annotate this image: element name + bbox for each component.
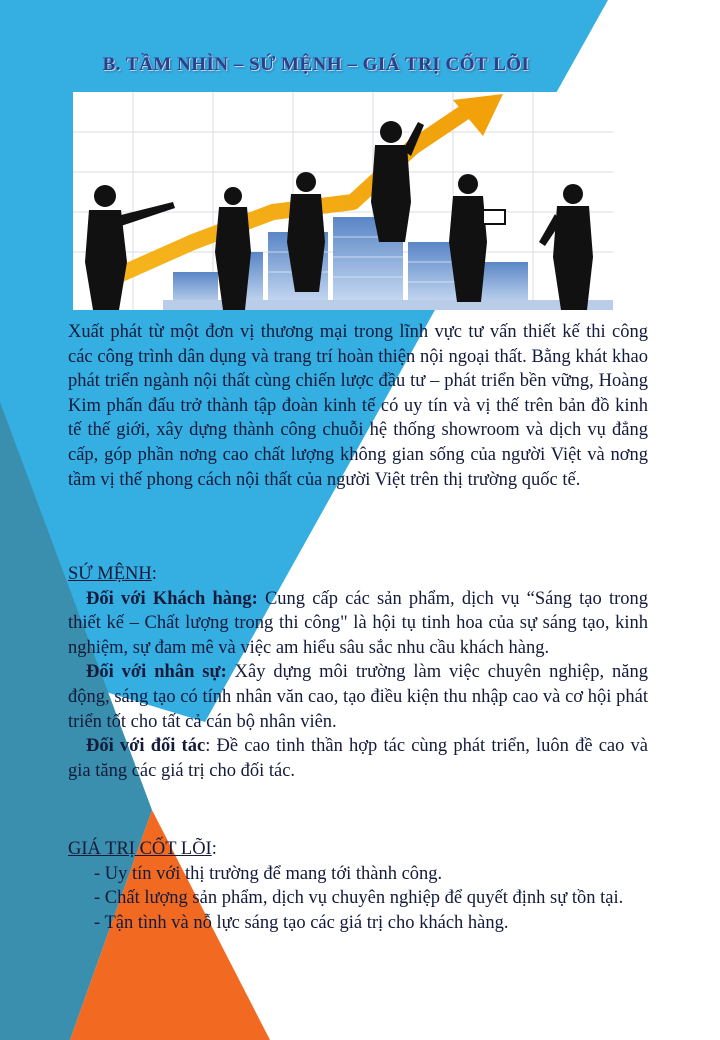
values-heading-line	[68, 837, 648, 862]
mission-item-label: Đối với nhân sự:	[86, 662, 227, 683]
mission-item-label: Đối với Khách hàng:	[86, 588, 258, 609]
mission-heading: SỨ MỆNH	[68, 564, 152, 584]
value-item: - Tận tình và nỗ lực sáng tạo các giá trị cho khách hàng.	[94, 912, 509, 933]
mission-item-customers	[68, 587, 648, 661]
value-item: - Uy tín với thị trường để mang tới thành công.	[94, 863, 443, 884]
core-values-section	[68, 837, 648, 935]
value-item: - Chất lượng sản phẩm, dịch vụ chuyên nghiệp để quyết định sự tồn tại.	[94, 888, 624, 909]
mission-heading-colon: :	[151, 564, 157, 584]
mission-item-partners	[68, 734, 648, 783]
mission-item-label: Đối với đối tác	[86, 736, 206, 757]
mission-item-text: : Đề cao tinh thần hợp tác cùng phát triển, luôn đề cao và gia tăng các giá trị cho đối tác.	[68, 736, 649, 781]
values-heading-colon: :	[211, 839, 217, 859]
mission-item-staff	[68, 660, 648, 734]
values-heading: GIÁ TRỊ CỐT LÕI	[68, 839, 212, 859]
mission-item-text: Xây dựng môi trường làm việc chuyên nghiệp, năng động, sáng tạo có tính nhân văn cao, tạo điều kiện thu nhập cao và cơ hội phát triển tốt cho tất cả cán bộ nhân viên.	[68, 662, 648, 732]
mission-section	[68, 562, 648, 783]
mission-heading-line	[68, 562, 648, 587]
hero-image	[73, 92, 613, 310]
intro-paragraph: Xuất phát từ một đơn vị thương mại trong lĩnh vực tư vấn thiết kế thi công các công trình dân dụng và trang trí hoàn thiện nội ngoại thất. Bằng khát khao phát triển ngành nội thất cùng chiến lược đầu tư – phát triển bền vững, Hoàng Kim phấn đấu trở thành tập đoàn kinh tế có uy tín và vị thế trên bản đồ kinh tế thế giới, xây dựng thành công chuỗi hệ thống showroom và dịch vụ đẳng cấp, góp phần nơng cao chất lượng không gian sống của người Việt và nơng tầm vị thế phong cách nội thất của người Việt trên thị trường quốc tế.	[68, 322, 648, 490]
mission-item-text: Cung cấp các sản phẩm, dịch vụ “Sáng tạo trong thiết kế – Chất lượng trong thi công" là hội tụ tinh hoa của sự sáng tạo, kinh nghiệm, sự đam mê và việc am hiểu sâu sắc nhu cầu khách hàng.	[68, 588, 648, 658]
business-growth-illustration	[73, 92, 613, 310]
page-title: B. TẦM NHÌN – SỨ MỆNH – GIÁ TRỊ CỐT LÕI	[102, 54, 530, 75]
